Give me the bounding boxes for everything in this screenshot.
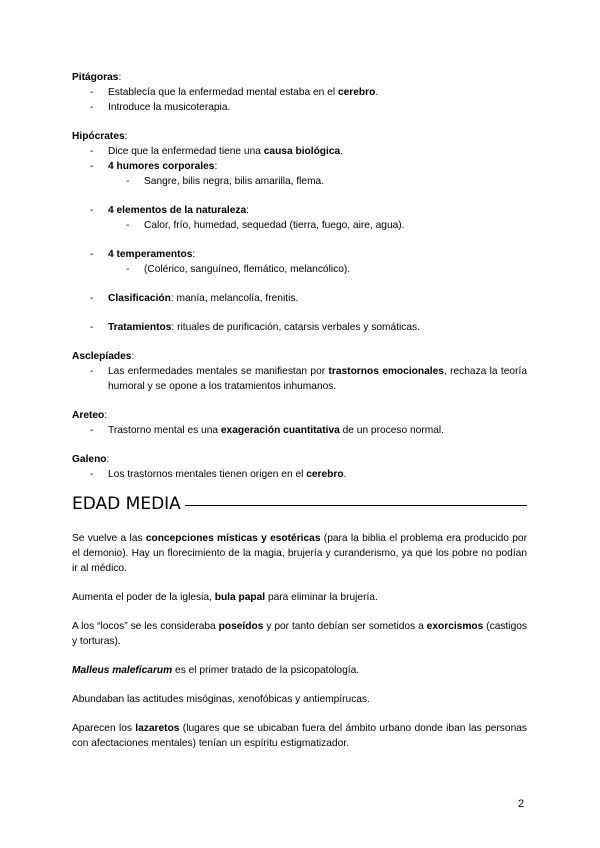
section-title-asclepiades: Asclepíades:: [72, 351, 135, 362]
list-item: - Tratamientos: rituales de purificación, catarsis verbales y somáticas.: [72, 320, 527, 335]
list-asclepiades: [72, 364, 527, 394]
section-title-hipocrates: Hipócrates:: [72, 131, 128, 142]
list-item: - Los trastornos mentales tienen origen en el cerebro.: [72, 467, 527, 482]
paragraph: Se vuelve a las concepciones místicas y esotéricas (para la biblia el problema era producido por el demonio). Hay un florecimiento de la magia, brujería y curanderismo, ya que los pobre no podían ir al médico.: [72, 533, 527, 574]
list-item: - 4 elementos de la naturaleza: - Calor, frío, humedad, sequedad (tierra, fuego, aire, agua).: [72, 203, 527, 233]
section-heading-edad-media: EDAD MEDIA: [72, 493, 527, 515]
sub-list-item: - Calor, frío, humedad, sequedad (tierra, fuego, aire, agua).: [108, 218, 527, 233]
paragraph: Aumenta el poder de la iglesia, bula papal para eliminar la brujería.: [72, 592, 378, 603]
list-item: - Dice que la enfermedad tiene una causa biológica.: [72, 144, 527, 159]
page-number: 2: [518, 798, 525, 810]
list-item: - Establecía que la enfermedad mental estaba en el cerebro.: [72, 85, 527, 100]
list-pitagoras: [72, 85, 527, 115]
section-title-pitagoras: Pitágoras:: [72, 72, 122, 83]
paragraph: A los “locos” se les consideraba poseídos y por tanto debían ser sometidos a exorcismos (castigos y torturas).: [72, 621, 528, 647]
section-title-areteo: Areteo:: [72, 410, 108, 421]
paragraph: Abundaban las actitudes misóginas, xenofóbicas y antiempírucas.: [72, 694, 370, 705]
list-item: - Introduce la musicoterapia.: [72, 100, 527, 115]
heading-rule: [185, 505, 527, 506]
list-item: - Trastorno mental es una exageración cuantitativa de un proceso normal.: [72, 423, 527, 438]
list-item: - 4 temperamentos: - (Colérico, sanguíneo, flemático, melancólico).: [72, 247, 527, 277]
sub-list-item: - (Colérico, sanguíneo, flemático, melancólico).: [108, 262, 527, 277]
sub-list-item: - Sangre, bilis negra, bilis amarilla, flema.: [108, 174, 527, 189]
paragraph: Aparecen los lazaretos (lugares que se ubicaban fuera del ámbito urbano donde iban las personas con afectaciones mentales) tenían un espíritu estigmatizador.: [72, 723, 527, 749]
list-item: - Las enfermedades mentales se manifiestan por trastornos emocionales, rechaza la teoría humoral y se opone a los tratamientos inhumanos.: [72, 364, 527, 394]
list-areteo: [72, 423, 527, 438]
document-page: [72, 70, 527, 751]
list-item: - 4 humores corporales: - Sangre, bilis negra, bilis amarilla, flema.: [72, 159, 527, 189]
list-hipocrates: [72, 144, 527, 189]
paragraph: Malleus maleficarum es el primer tratado de la psicopatología.: [72, 665, 360, 676]
list-item: - Clasificación: manía, melancolía, frenitis.: [72, 291, 527, 306]
list-galeno: [72, 467, 527, 482]
section-title-galeno: Galeno:: [72, 454, 110, 465]
